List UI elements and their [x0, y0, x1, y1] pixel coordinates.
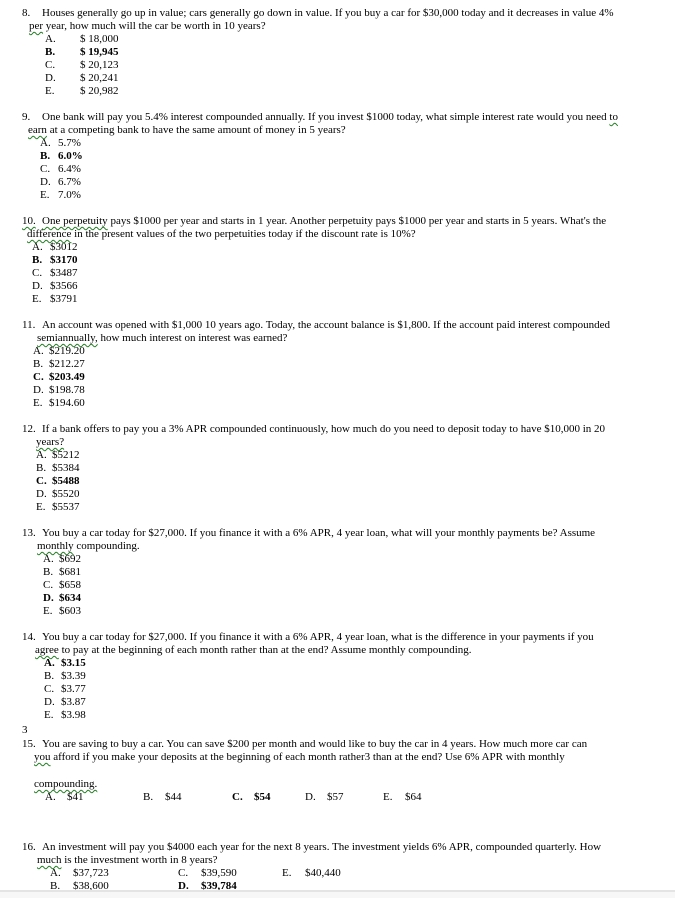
option-value: $5488 — [52, 475, 80, 487]
option-letter: B. — [40, 150, 51, 162]
option-value: $5212 — [52, 449, 80, 461]
question-10 — [0, 215, 675, 306]
option-value: $5537 — [52, 501, 80, 513]
option-b — [143, 791, 232, 804]
option-value: 6.7% — [58, 176, 81, 188]
option-letter: B. — [44, 670, 55, 682]
option-c — [178, 867, 282, 880]
question-line — [0, 228, 675, 241]
option-letter: B. — [45, 46, 56, 58]
option-value: $ 20,982 — [80, 85, 119, 97]
option-a — [0, 553, 675, 566]
option-value: $212.27 — [49, 358, 85, 370]
option-value: $37,723 — [73, 867, 109, 879]
question-text: One bank will pay you 5.4% interest compounded annually. If you invest $1000 today, what simple interest rate would you need — [42, 111, 610, 123]
options — [0, 867, 675, 890]
options — [0, 137, 675, 202]
option-column — [50, 867, 178, 890]
option-letter: D. — [43, 592, 54, 604]
option-value: 6.0% — [58, 150, 83, 162]
option-value: $38,600 — [73, 880, 109, 890]
option-d — [0, 72, 675, 85]
option-letter: A. — [32, 241, 43, 253]
option-value: $3791 — [50, 293, 78, 305]
option-letter: D. — [45, 72, 56, 84]
question-15 — [0, 738, 675, 804]
question-line — [0, 436, 675, 449]
option-letter: C. — [44, 683, 55, 695]
option-letter: B. — [43, 566, 54, 578]
option-letter: C. — [43, 579, 54, 591]
option-value: 6.4% — [58, 163, 81, 175]
option-value: $ 19,945 — [80, 46, 119, 58]
option-letter: A. — [45, 791, 56, 803]
option-letter: C. — [33, 371, 44, 383]
question-line — [0, 854, 675, 867]
question-9 — [0, 111, 675, 202]
question-text: in the present values of the two perpetuities today if the discount rate is 10%? — [71, 228, 416, 240]
option-letter: C. — [232, 791, 243, 803]
option-value: $3.39 — [61, 670, 86, 682]
question-number: 13. — [22, 527, 36, 539]
misspelled-word: earn — [28, 124, 47, 136]
option-letter: B. — [33, 358, 44, 370]
option-value: $603 — [59, 605, 81, 617]
option-d — [0, 696, 675, 709]
option-b — [0, 358, 675, 371]
option-e — [0, 605, 675, 618]
option-value: $3566 — [50, 280, 78, 292]
misspelled-word: One perpetuity — [42, 215, 108, 227]
question-line — [0, 841, 675, 854]
option-letter: C. — [178, 867, 189, 879]
options — [0, 791, 675, 804]
option-value: $40,440 — [305, 867, 341, 879]
options — [0, 33, 675, 98]
option-b — [0, 462, 675, 475]
option-d — [0, 384, 675, 397]
question-text: compounding. — [73, 540, 140, 552]
question-number: 11. — [22, 319, 36, 331]
option-b — [0, 254, 675, 267]
question-text: at a competing bank to have the same amount of money in 5 years? — [46, 124, 346, 136]
option-value: $692 — [59, 553, 81, 565]
question-number: 8. — [22, 7, 31, 19]
question-text: An investment will pay you $4000 each year for the next 8 years. The investment yields 6% APR, compounded quarterly. How — [42, 841, 602, 853]
options — [0, 553, 675, 618]
question-text: An account was opened with $1,000 10 years ago. Today, the account balance is $1,800. If the account paid interest compounded — [42, 319, 611, 331]
question-line — [0, 751, 675, 764]
question-text: You buy a car today for $27,000. If you finance it with a 6% APR, 4 year loan, what will your monthly payments be? Assume — [42, 527, 596, 539]
option-letter: A. — [33, 345, 44, 357]
option-value: $39,784 — [201, 880, 237, 890]
option-letter: D. — [33, 384, 44, 396]
misspelled-word: compounding. — [34, 778, 98, 790]
option-b — [0, 566, 675, 579]
question-text: is the investment worth in 8 years? — [61, 854, 218, 866]
question-number: 15. — [22, 738, 36, 750]
option-letter: A. — [44, 657, 55, 669]
option-d — [305, 791, 383, 804]
option-a — [45, 791, 143, 804]
option-letter: E. — [36, 501, 46, 513]
option-a — [0, 241, 675, 254]
question-line — [0, 423, 675, 436]
page-number: 3 — [22, 724, 28, 736]
question-text: to pay at the beginning of each month rather than at the end? Assume monthly compounding. — [58, 644, 472, 656]
options — [0, 345, 675, 410]
option-letter: A. — [40, 137, 51, 149]
question-text: If a bank offers to pay you a 3% APR compounded continuously, how much do you need to deposit today to have $10,000 in 20 — [42, 423, 606, 435]
option-letter: E. — [45, 85, 55, 97]
option-value: $64 — [405, 791, 422, 803]
option-value: $658 — [59, 579, 81, 591]
option-letter: E. — [33, 397, 43, 409]
option-letter: D. — [40, 176, 51, 188]
option-value: $ 20,123 — [80, 59, 119, 71]
option-letter: A. — [36, 449, 47, 461]
option-letter: A. — [50, 867, 61, 879]
question-line — [0, 20, 675, 33]
option-a — [0, 657, 675, 670]
option-value: $ 20,241 — [80, 72, 119, 84]
option-letter: C. — [45, 59, 56, 71]
option-value: 5.7% — [58, 137, 81, 149]
question-line — [0, 111, 675, 124]
option-e — [0, 189, 675, 202]
option-value: $198.78 — [49, 384, 85, 396]
option-d — [0, 592, 675, 605]
option-value: $3.15 — [61, 657, 86, 669]
question-number: 12. — [22, 423, 36, 435]
misspelled-word: you — [34, 751, 51, 763]
option-value: 7.0% — [58, 189, 81, 201]
question-text: You are saving to buy a car. You can save $200 per month and would like to buy the car in 4 years. How much more car can — [42, 738, 588, 750]
misspelled-word: years? — [36, 436, 65, 448]
option-c — [0, 267, 675, 280]
question-number: 9. — [22, 111, 31, 123]
option-value: $203.49 — [49, 371, 85, 383]
misspelled-word: agree — [35, 644, 59, 656]
option-a — [0, 345, 675, 358]
option-value: $3012 — [50, 241, 78, 253]
options — [0, 657, 675, 722]
option-letter: D. — [44, 696, 55, 708]
option-a — [0, 449, 675, 462]
option-value: $5520 — [52, 488, 80, 500]
question-line — [0, 778, 675, 791]
option-e — [383, 791, 422, 804]
option-letter: B. — [36, 462, 47, 474]
question-number: 14. — [22, 631, 36, 643]
question-13 — [0, 527, 675, 618]
question-line — [0, 319, 675, 332]
option-b — [0, 150, 675, 163]
option-c — [0, 163, 675, 176]
option-letter: D. — [305, 791, 316, 803]
option-letter: E. — [282, 867, 292, 879]
option-b — [0, 46, 675, 59]
question-text: afford if you make your deposits at the beginning of each month rather3 than at the end? Use 6% APR with monthly — [50, 751, 565, 763]
options — [0, 449, 675, 514]
question-16 — [0, 841, 675, 890]
question-line — [0, 215, 675, 228]
option-letter: A. — [45, 33, 56, 45]
option-value: $3170 — [50, 254, 78, 266]
option-value: $5384 — [52, 462, 80, 474]
option-value: $54 — [254, 791, 271, 803]
option-value: $44 — [165, 791, 182, 803]
option-e — [0, 293, 675, 306]
option-c — [0, 475, 675, 488]
option-c — [0, 579, 675, 592]
option-value: $57 — [327, 791, 344, 803]
option-letter: E. — [40, 189, 50, 201]
option-letter: D. — [36, 488, 47, 500]
option-d — [0, 488, 675, 501]
question-12 — [0, 423, 675, 514]
question-line — [0, 332, 675, 345]
option-e — [0, 501, 675, 514]
option-value: $39,590 — [201, 867, 237, 879]
misspelled-word: difference — [27, 228, 72, 240]
question-8 — [0, 7, 675, 98]
option-letter: B. — [50, 880, 61, 890]
option-a — [0, 137, 675, 150]
option-b — [0, 670, 675, 683]
option-letter: B. — [143, 791, 154, 803]
misspelled-word: much — [37, 854, 62, 866]
question-14 — [0, 631, 675, 722]
question-text: how much interest on interest was earned? — [97, 332, 288, 344]
options — [0, 241, 675, 306]
option-column — [282, 867, 341, 890]
question-line — [0, 7, 675, 20]
option-letter: D. — [178, 880, 189, 890]
option-letter: D. — [32, 280, 43, 292]
option-value: $3.87 — [61, 696, 86, 708]
option-d — [0, 280, 675, 293]
question-number: 10. — [22, 215, 36, 227]
option-value: $194.60 — [49, 397, 85, 409]
question-text: year, how much will the car be worth in 10 years? — [43, 20, 266, 32]
option-a — [50, 867, 178, 880]
option-value: $219.20 — [49, 345, 85, 357]
option-value: $3.77 — [61, 683, 86, 695]
page-edge — [0, 890, 675, 898]
question-line — [0, 644, 675, 657]
option-c — [0, 683, 675, 696]
option-e — [0, 397, 675, 410]
question-11 — [0, 319, 675, 410]
option-e — [0, 709, 675, 722]
question-line — [0, 738, 675, 751]
question-text: You buy a car today for $27,000. If you finance it with a 6% APR, 4 year loan, what is the difference in your payments if you — [42, 631, 594, 643]
option-letter: C. — [36, 475, 47, 487]
option-letter: C. — [32, 267, 43, 279]
option-a — [0, 33, 675, 46]
misspelled-word: to — [609, 111, 618, 123]
question-line — [0, 527, 675, 540]
option-c — [0, 59, 675, 72]
option-d — [0, 176, 675, 189]
option-letter: B. — [32, 254, 43, 266]
option-value: $3487 — [50, 267, 78, 279]
option-d — [178, 880, 282, 890]
option-letter: A. — [43, 553, 54, 565]
question-text: Houses generally go up in value; cars generally go down in value. If you buy a car for $30,000 today and it decreases in value 4% — [42, 7, 614, 19]
option-value: $ 18,000 — [80, 33, 119, 45]
option-c — [232, 791, 305, 804]
option-letter: C. — [40, 163, 51, 175]
option-value: $41 — [67, 791, 84, 803]
misspelled-word: semiannually, — [37, 332, 98, 344]
question-line — [0, 631, 675, 644]
question-number: 16. — [22, 841, 36, 853]
option-e — [282, 867, 341, 880]
misspelled-word: per — [29, 20, 44, 32]
option-letter: E. — [383, 791, 393, 803]
option-letter: E. — [32, 293, 42, 305]
option-b — [50, 880, 178, 890]
option-c — [0, 371, 675, 384]
question-line — [0, 124, 675, 137]
question-text: pays $1000 per year and starts in 1 year. Another perpetuity pays $1000 per year and starts in 5 years. What's the — [107, 215, 607, 227]
option-value: $681 — [59, 566, 81, 578]
option-column — [178, 867, 282, 890]
option-e — [0, 85, 675, 98]
question-line — [0, 540, 675, 553]
option-value: $634 — [59, 592, 81, 604]
option-letter: E. — [43, 605, 53, 617]
option-letter: E. — [44, 709, 54, 721]
misspelled-word: monthly — [37, 540, 74, 552]
option-value: $3.98 — [61, 709, 86, 721]
